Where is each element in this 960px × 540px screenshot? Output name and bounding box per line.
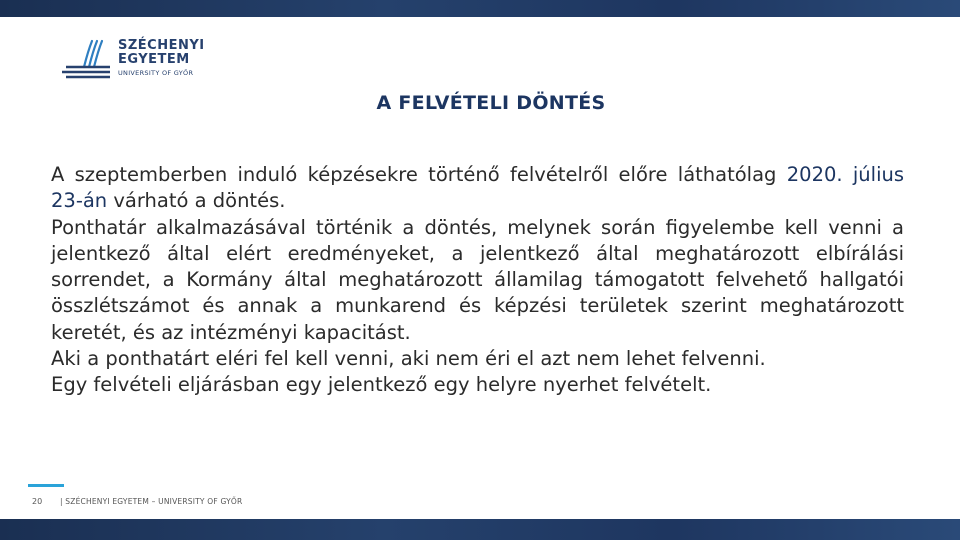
logo-subtitle: UNIVERSITY OF GYŐR [118, 69, 194, 77]
footer-text: | SZÉCHENYI EGYETEM – UNIVERSITY OF GYŐR [60, 497, 243, 506]
slide-title: A FELVÉTELI DÖNTÉS [376, 92, 606, 114]
footer-accent-line [28, 484, 64, 487]
logo-name-line2: EGYETEM [118, 52, 190, 67]
slide-body [51, 162, 904, 399]
paragraph-1-start: A szeptemberben induló képzésekre történő felvételről előre láthatólag [51, 163, 777, 186]
paragraph-decision-date [51, 162, 904, 215]
paragraph-single-admission: Egy felvételi eljárásban egy jelentkező egy helyre nyerhet felvételt. [51, 373, 712, 397]
logo-name-line1: SZÉCHENYI [118, 38, 205, 53]
bottom-band [0, 519, 960, 540]
top-band [0, 0, 960, 17]
paragraph-1-end: várható a döntés. [113, 189, 286, 213]
page-number: 20 [32, 497, 43, 506]
paragraph-admission-rule: Aki a ponthatárt eléri fel kell venni, aki nem éri el azt nem lehet felvenni. [51, 347, 766, 371]
university-logo [62, 37, 222, 79]
paragraph-threshold: Ponthatár alkalmazásával történik a döntés, melynek során figyelembe kell venni a jelentkező által elért eredményeket, a jelentkező által meghatározott elbírálási sorrendet, a Kormány által meghatározott államilag támogatott felvehető hallgatói összlétszámot és annak a munkarend és képzési területek szerint meghatározott keretét, és az intézményi kapacitást. [51, 215, 904, 344]
szechenyi-logo-mark-icon [62, 37, 112, 79]
decision-date-highlight: 2020. július 23-án [51, 163, 905, 213]
